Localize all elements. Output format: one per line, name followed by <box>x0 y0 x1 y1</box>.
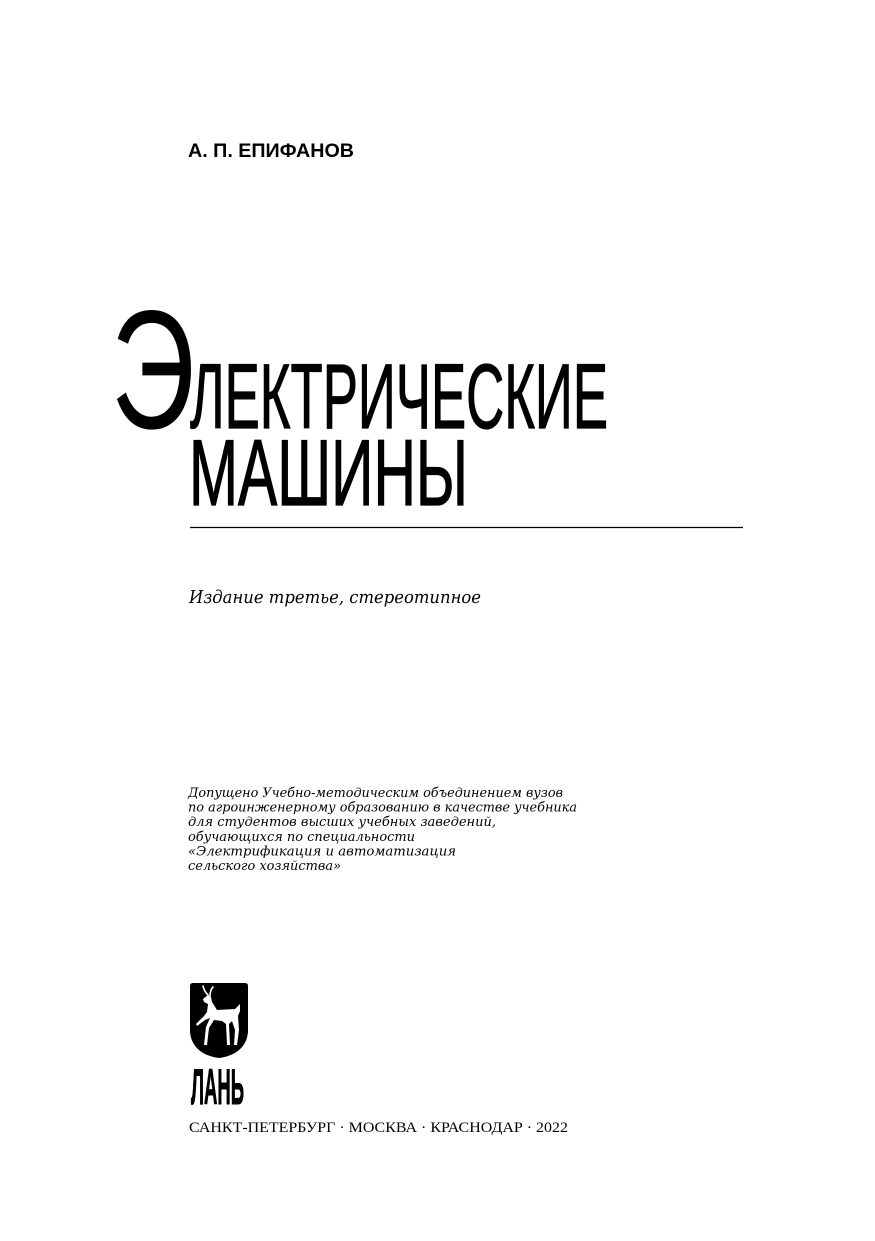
approval-line: «Электрификация и автоматизация <box>188 844 456 860</box>
title-line-1: ЛЕКТРИЧЕСКИЕ <box>190 346 608 448</box>
author-name: А. П. ЕПИФАНОВ <box>188 140 354 162</box>
approval-line: по агроинженерному образованию в качестве учебника <box>188 800 577 816</box>
publisher-logo <box>190 983 248 1115</box>
title-line-2: МАШИНЫ <box>189 420 468 525</box>
title-initial-letter: Э <box>111 275 195 464</box>
approval-line: обучающихся по специальности <box>188 829 415 845</box>
approval-statement <box>187 786 577 874</box>
book-title <box>111 275 608 525</box>
approval-line: Допущено Учебно-методическим объединением вузов <box>187 786 563 801</box>
publisher-logo-wordmark: ЛАНЬ <box>191 1059 244 1115</box>
approval-line: для студентов высших учебных заведений, <box>188 815 496 831</box>
deer-shield-icon <box>190 983 248 1058</box>
imprint-line: САНКТ-ПЕТЕРБУРГ · МОСКВА · КРАСНОДАР · 2022 <box>189 1120 568 1136</box>
approval-line: сельского хозяйства» <box>188 859 342 874</box>
edition-note: Издание третье, стереотипное <box>188 587 481 608</box>
